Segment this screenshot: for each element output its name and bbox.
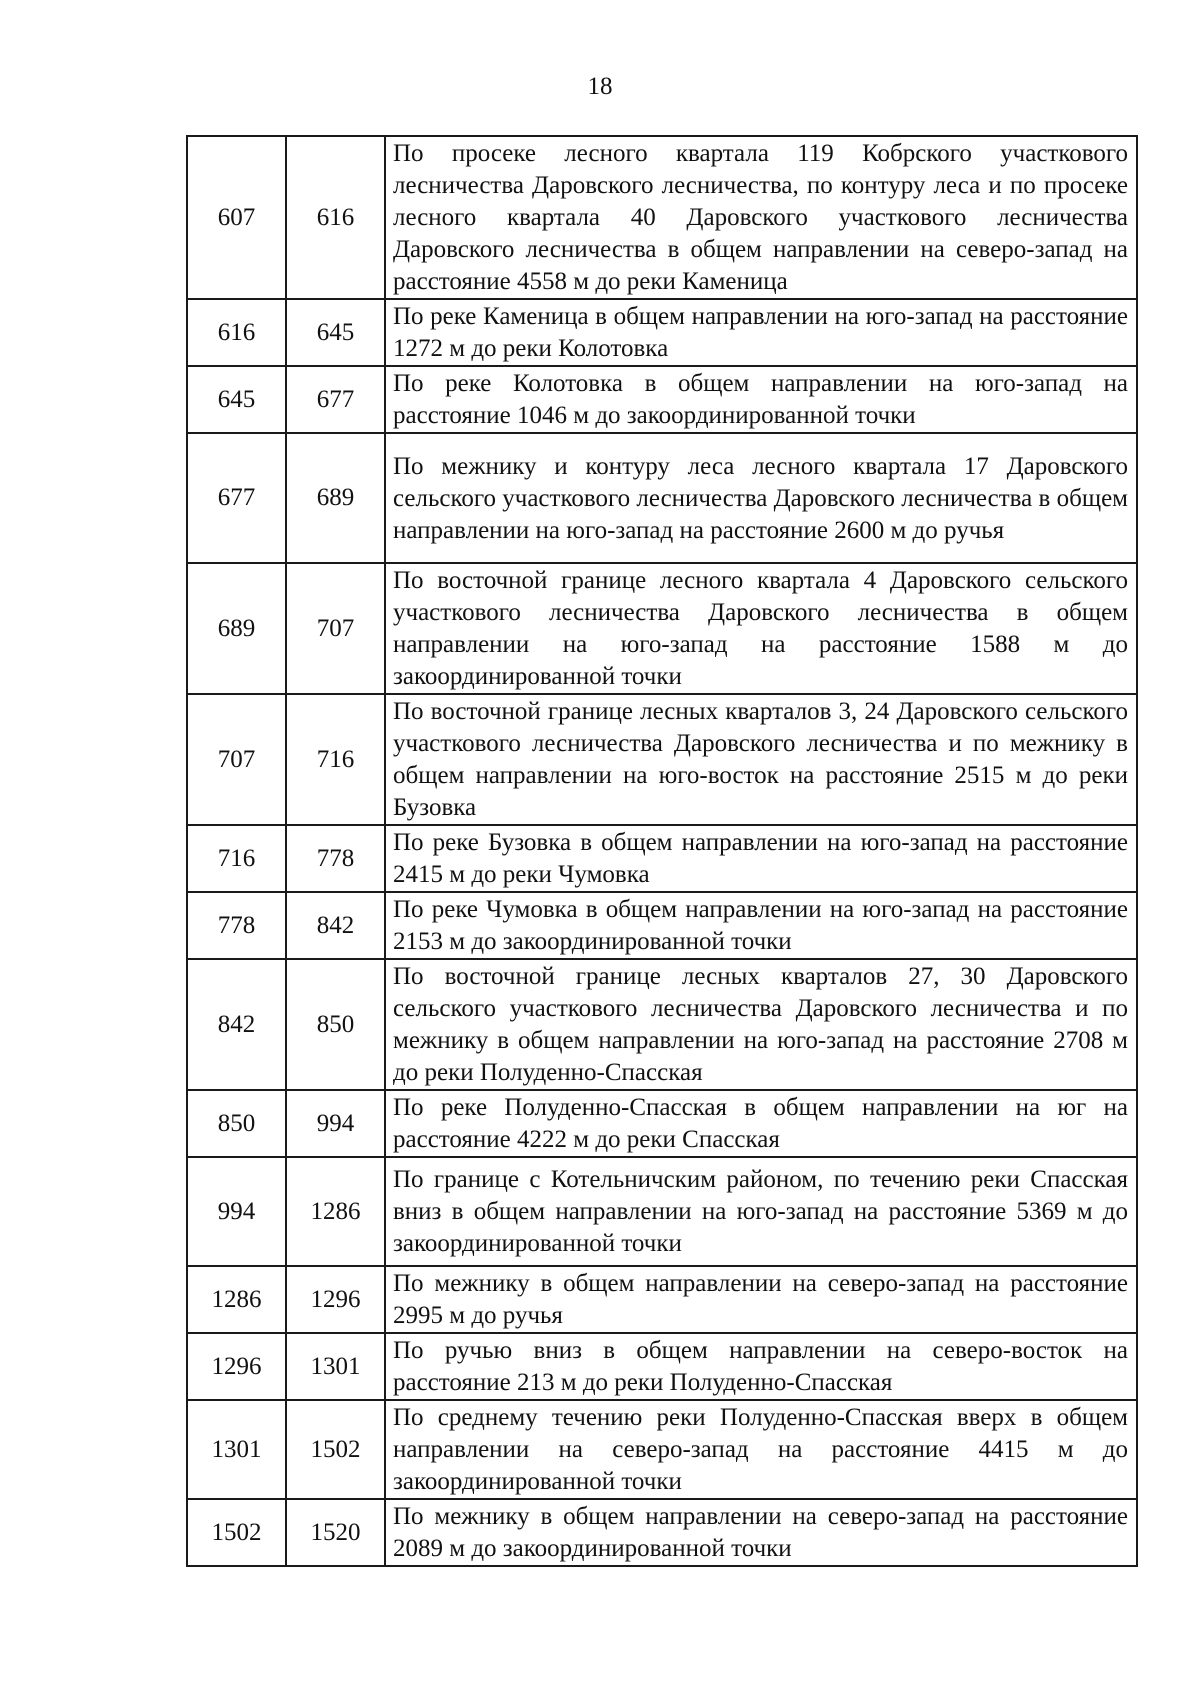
description-cell: По восточной границе лесного квартала 4 Даровского сельского участкового лесничества Даровского лесничества в общем направлении на юго-запад на расстояние 1588 м до закоординированной точки xyxy=(385,563,1137,694)
from-point-cell: 677 xyxy=(187,433,286,563)
to-point-cell: 1286 xyxy=(286,1157,385,1266)
to-point-cell: 1502 xyxy=(286,1400,385,1499)
table-row xyxy=(187,1400,1137,1499)
table-row xyxy=(187,563,1137,694)
table-row xyxy=(187,1157,1137,1266)
description-cell: По реке Бузовка в общем направлении на юго-запад на расстояние 2415 м до реки Чумовка xyxy=(385,825,1137,892)
page-number: 18 xyxy=(587,73,613,100)
to-point-cell: 677 xyxy=(286,366,385,433)
description-cell: По среднему течению реки Полуденно-Спасская вверх в общем направлении на северо-запад на расстояние 4415 м до закоординированной точки xyxy=(385,1400,1137,1499)
table-row xyxy=(187,892,1137,959)
description-cell: По границе с Котельничским районом, по течению реки Спасская вниз в общем направлении на юго-запад на расстояние 5369 м до закоординированной точки xyxy=(385,1157,1137,1266)
description-cell: По восточной границе лесных кварталов 27, 30 Даровского сельского участкового лесничества Даровского лесничества и по межнику в общем направлении на юго-запад на расстояние 2708 м до реки Полуденно-Спасская xyxy=(385,959,1137,1090)
to-point-cell: 716 xyxy=(286,694,385,825)
to-point-cell: 1301 xyxy=(286,1333,385,1400)
table-row xyxy=(187,694,1137,825)
to-point-cell: 1296 xyxy=(286,1266,385,1333)
to-point-cell: 1520 xyxy=(286,1499,385,1566)
from-point-cell: 842 xyxy=(187,959,286,1090)
table-row xyxy=(187,136,1137,299)
from-point-cell: 850 xyxy=(187,1090,286,1157)
table-row xyxy=(187,1499,1137,1566)
table-row xyxy=(187,433,1137,563)
to-point-cell: 645 xyxy=(286,299,385,366)
from-point-cell: 778 xyxy=(187,892,286,959)
description-cell: По реке Колотовка в общем направлении на юго-запад на расстояние 1046 м до закоординированной точки xyxy=(385,366,1137,433)
to-point-cell: 778 xyxy=(286,825,385,892)
description-cell: По просеке лесного квартала 119 Кобрского участкового лесничества Даровского лесничества, по контуру леса и по просеке лесного квартала 40 Даровского участкового лесничества Даровского лесничества в общем направлении на северо-запад на расстояние 4558 м до реки Каменица xyxy=(385,136,1137,299)
from-point-cell: 1301 xyxy=(187,1400,286,1499)
table-row xyxy=(187,1333,1137,1400)
from-point-cell: 607 xyxy=(187,136,286,299)
from-point-cell: 716 xyxy=(187,825,286,892)
from-point-cell: 645 xyxy=(187,366,286,433)
description-cell: По восточной границе лесных кварталов 3, 24 Даровского сельского участкового лесничества Даровского лесничества и по межнику в общем направлении на юго-восток на расстояние 2515 м до реки Бузовка xyxy=(385,694,1137,825)
description-cell: По межнику в общем направлении на северо-запад на расстояние 2995 м до ручья xyxy=(385,1266,1137,1333)
to-point-cell: 994 xyxy=(286,1090,385,1157)
to-point-cell: 850 xyxy=(286,959,385,1090)
table-row xyxy=(187,825,1137,892)
to-point-cell: 842 xyxy=(286,892,385,959)
description-cell: По реке Каменица в общем направлении на юго-запад на расстояние 1272 м до реки Колотовка xyxy=(385,299,1137,366)
description-cell: По межнику и контуру леса лесного квартала 17 Даровского сельского участкового лесничества Даровского лесничества в общем направлении на юго-запад на расстояние 2600 м до ручья xyxy=(385,433,1137,563)
description-cell: По реке Полуденно-Спасская в общем направлении на юг на расстояние 4222 м до реки Спасская xyxy=(385,1090,1137,1157)
table-row xyxy=(187,1266,1137,1333)
description-cell: По ручью вниз в общем направлении на северо-восток на расстояние 213 м до реки Полуденно-Спасская xyxy=(385,1333,1137,1400)
from-point-cell: 616 xyxy=(187,299,286,366)
from-point-cell: 994 xyxy=(187,1157,286,1266)
from-point-cell: 1502 xyxy=(187,1499,286,1566)
from-point-cell: 689 xyxy=(187,563,286,694)
description-cell: По реке Чумовка в общем направлении на юго-запад на расстояние 2153 м до закоординированной точки xyxy=(385,892,1137,959)
from-point-cell: 1286 xyxy=(187,1266,286,1333)
from-point-cell: 707 xyxy=(187,694,286,825)
table-row xyxy=(187,959,1137,1090)
from-point-cell: 1296 xyxy=(187,1333,286,1400)
table-row xyxy=(187,299,1137,366)
to-point-cell: 616 xyxy=(286,136,385,299)
table-row xyxy=(187,1090,1137,1157)
to-point-cell: 707 xyxy=(286,563,385,694)
to-point-cell: 689 xyxy=(286,433,385,563)
description-cell: По межнику в общем направлении на северо-запад на расстояние 2089 м до закоординированной точки xyxy=(385,1499,1137,1566)
table-row xyxy=(187,366,1137,433)
boundary-table xyxy=(186,135,1138,1567)
